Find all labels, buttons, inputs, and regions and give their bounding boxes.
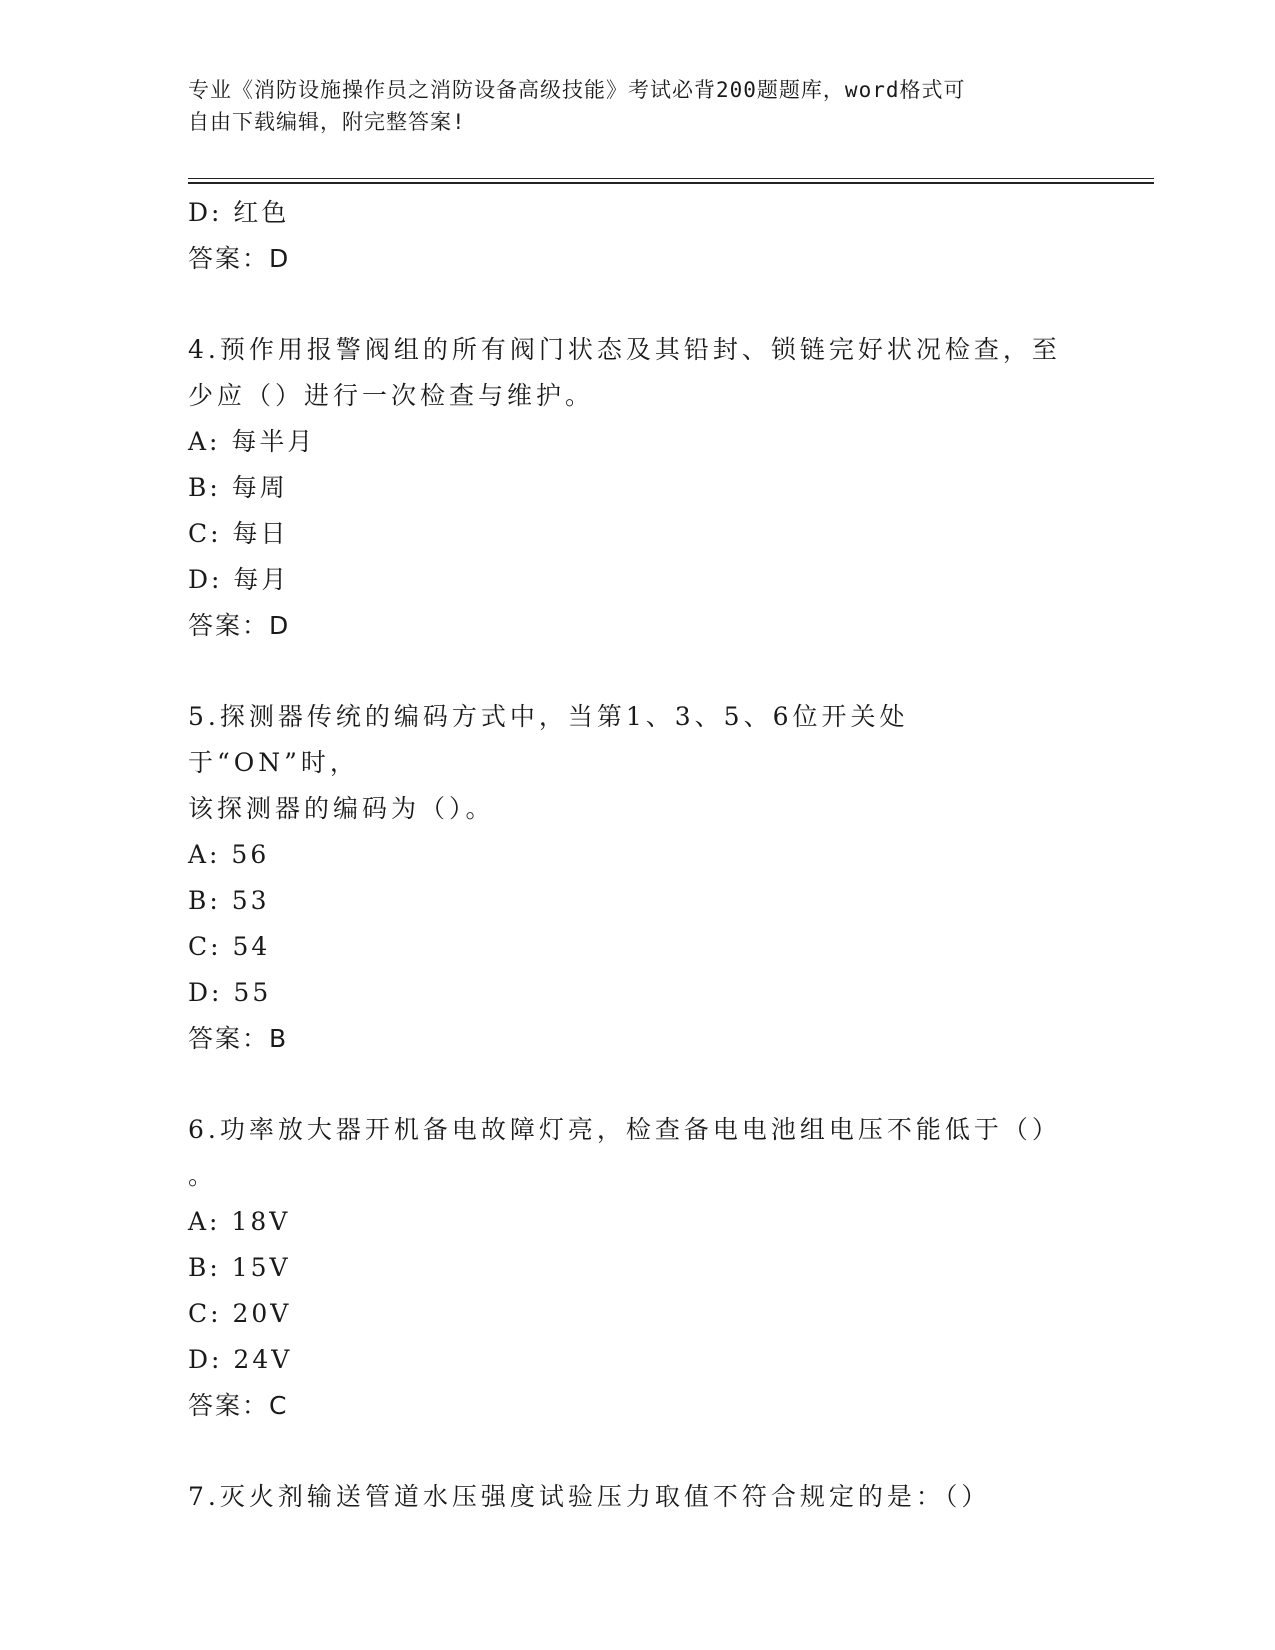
- answer-line: 答案：D: [188, 611, 291, 640]
- header-line-1: 专业《消防设施操作员之消防设备高级技能》考试必背200题题库，word格式可: [188, 78, 966, 102]
- answer-line: 答案：C: [188, 1391, 289, 1420]
- option-d: D: 红色: [188, 198, 290, 227]
- question-block-prev: [188, 190, 1088, 282]
- question-text-line-1: 5.探测器传统的编码方式中，当第1、3、5、6位开关处于“ON”时，: [188, 702, 909, 777]
- spacer: [188, 282, 1088, 327]
- option-c: C: 20V: [188, 1299, 292, 1328]
- question-text-line-1: 4.预作用报警阀组的所有阀门状态及其铅封、锁链完好状况检查，至: [188, 335, 1061, 364]
- option-c: C: 54: [188, 932, 271, 961]
- header-divider-thin: [188, 178, 1154, 179]
- header-line-2: 自由下载编辑，附完整答案!: [188, 110, 466, 134]
- question-block-4: [188, 327, 1088, 649]
- question-block-7: [188, 1474, 1088, 1520]
- question-text-line-2: 该探测器的编码为（）。: [188, 794, 495, 823]
- spacer: [188, 1429, 1088, 1474]
- answer-line: 答案：D: [188, 244, 291, 273]
- option-a: A: 每半月: [188, 427, 316, 456]
- question-block-5: [188, 694, 1088, 1062]
- option-b: B: 每周: [188, 473, 288, 502]
- question-block-6: [188, 1107, 1088, 1429]
- option-c: C: 每日: [188, 519, 289, 548]
- option-a: A: 18V: [188, 1207, 291, 1236]
- question-text: [188, 694, 1068, 832]
- option-d: D: 24V: [188, 1345, 293, 1374]
- question-text: [188, 1107, 1068, 1199]
- question-text: [188, 1474, 1068, 1520]
- spacer: [188, 1062, 1088, 1107]
- option-d: D: 55: [188, 978, 272, 1007]
- question-text-line-2: 少应（）进行一次检查与维护。: [188, 381, 595, 410]
- answer-line: 答案：B: [188, 1024, 289, 1053]
- document-header: [188, 74, 1068, 138]
- question-text-line-2: 。: [188, 1161, 218, 1190]
- question-text: [188, 327, 1068, 419]
- option-a: A: 56: [188, 840, 270, 869]
- question-text-line-1: 7.灭火剂输送管道水压强度试验压力取值不符合规定的是：（）: [188, 1482, 991, 1511]
- option-b: B: 53: [188, 886, 270, 915]
- option-d: D: 每月: [188, 565, 290, 594]
- option-b: B: 15V: [188, 1253, 291, 1282]
- header-divider-thick: [188, 182, 1154, 184]
- spacer: [188, 649, 1088, 694]
- question-text-line-1: 6.功率放大器开机备电故障灯亮，检查备电电池组电压不能低于（）: [188, 1115, 1061, 1144]
- question-list: [188, 190, 1088, 1520]
